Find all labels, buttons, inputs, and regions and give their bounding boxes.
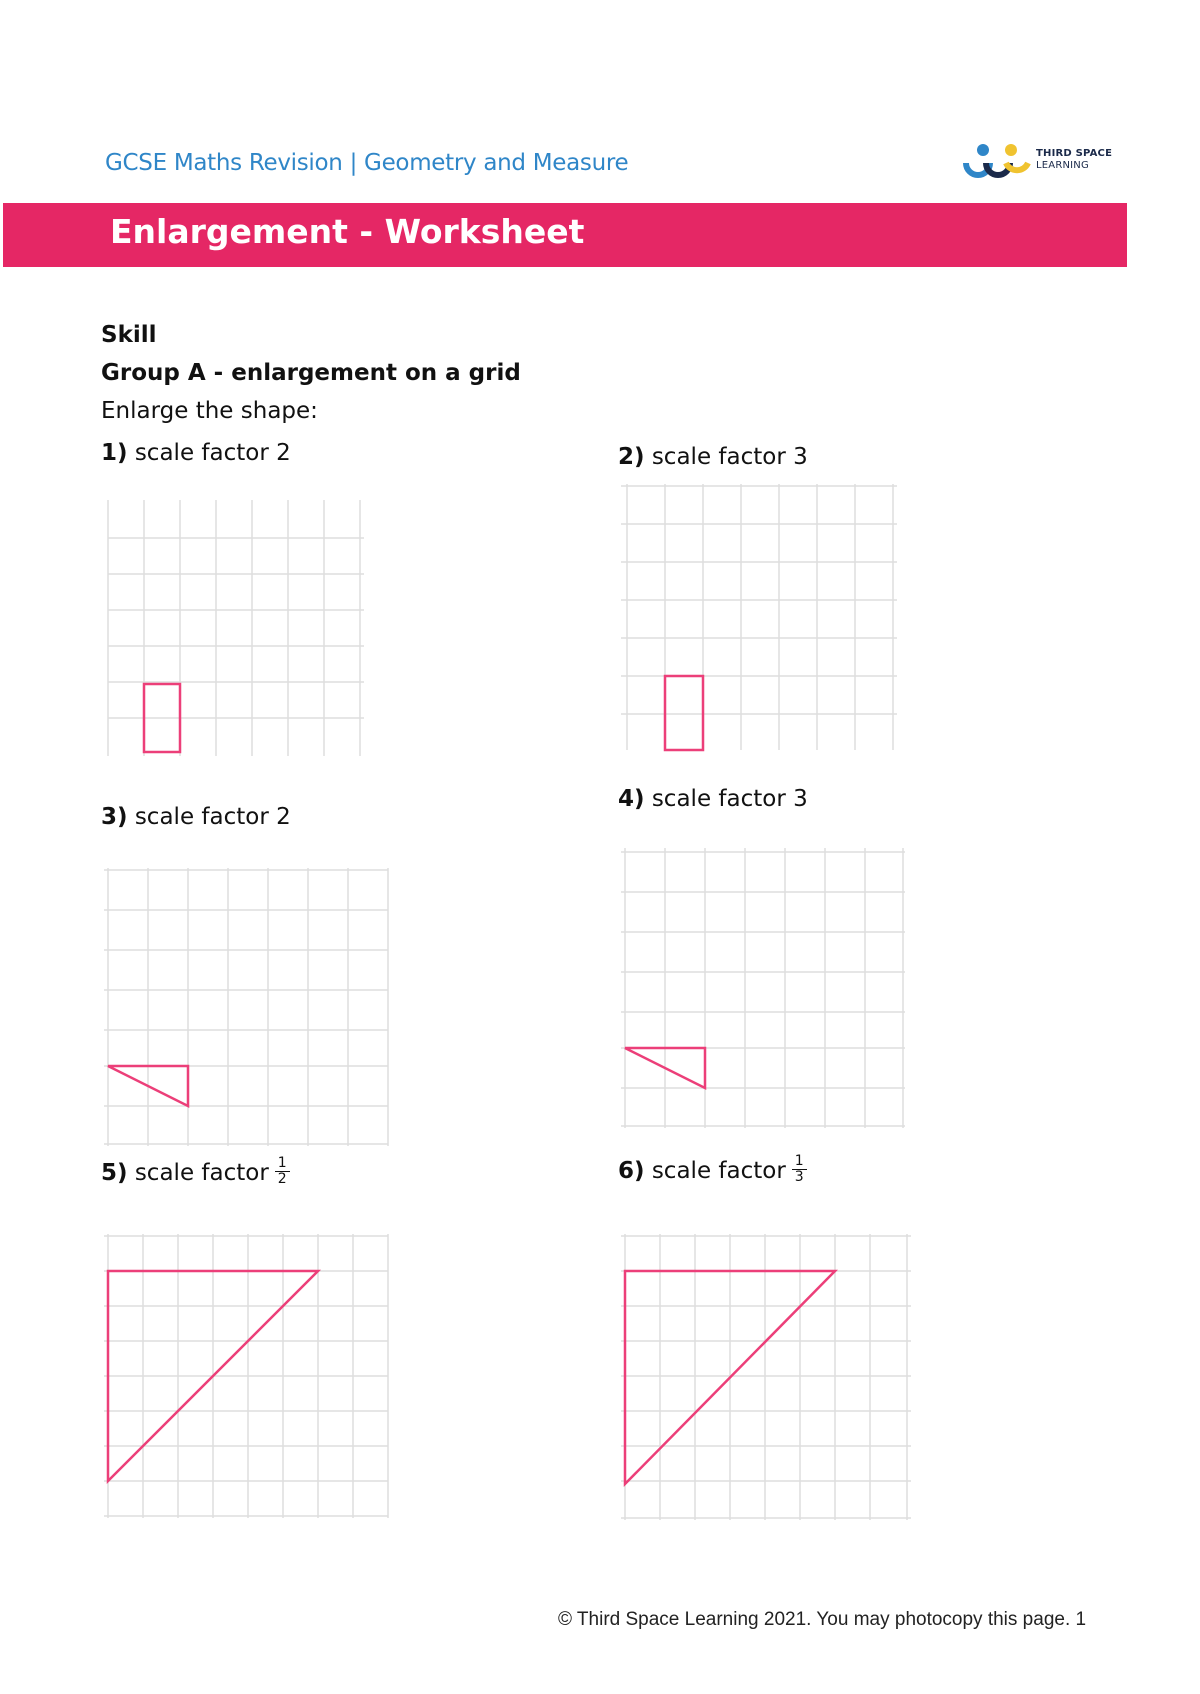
question-text: scale factor 3 — [651, 444, 808, 470]
footer-copyright: © Third Space Learning 2021. You may photocopy this page. 1 — [558, 1609, 1087, 1630]
grid-2 — [621, 484, 897, 750]
question-number: 2) — [618, 444, 645, 470]
question-3-label — [101, 804, 291, 830]
question-1-label — [101, 440, 291, 466]
grid-5 — [104, 1234, 388, 1518]
third-space-learning-logo — [962, 141, 1122, 185]
question-number: 5) — [101, 1160, 128, 1186]
page-title: Enlargement - Worksheet — [110, 212, 585, 251]
grid-6 — [621, 1234, 911, 1520]
logo-icon — [962, 141, 1032, 185]
question-4-label — [618, 786, 808, 812]
question-6-label — [618, 1153, 807, 1187]
logo-text-line2: LEARNING — [1036, 160, 1089, 171]
question-text: scale factor — [134, 1160, 269, 1186]
question-2-label — [618, 444, 808, 470]
question-text: scale factor 3 — [651, 786, 808, 812]
question-number: 6) — [618, 1158, 645, 1184]
group-label: Group A - enlargement on a grid — [101, 360, 521, 386]
question-text: scale factor 2 — [134, 440, 291, 466]
fraction-one-half: $\frac{1}{2}$ — [275, 1156, 290, 1187]
breadcrumb: GCSE Maths Revision | Geometry and Measure — [105, 150, 629, 176]
grid-4 — [621, 848, 905, 1128]
grid-3 — [104, 868, 388, 1146]
rectangle-shape — [665, 676, 703, 750]
question-number: 4) — [618, 786, 645, 812]
question-text: scale factor — [651, 1158, 786, 1184]
question-text: scale factor 2 — [134, 804, 291, 830]
question-number: 1) — [101, 440, 128, 466]
question-number: 3) — [101, 804, 128, 830]
instruction: Enlarge the shape: — [101, 398, 318, 424]
skill-label: Skill — [101, 322, 157, 348]
logo-text-line1: THIRD SPACE — [1036, 148, 1113, 159]
fraction-one-third: $\frac{1}{3}$ — [792, 1154, 807, 1185]
title-banner — [3, 203, 1127, 267]
grid-1 — [108, 500, 364, 756]
question-5-label — [101, 1155, 290, 1189]
